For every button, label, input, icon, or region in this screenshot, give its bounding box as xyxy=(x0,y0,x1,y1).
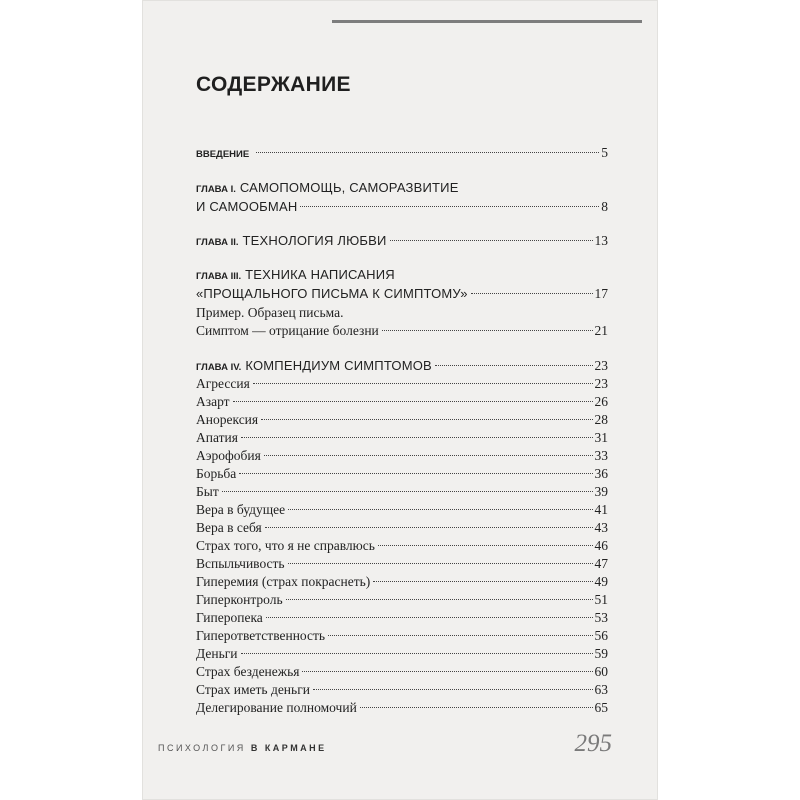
leader-dots xyxy=(266,617,593,618)
leader-dots xyxy=(241,653,593,654)
leader-dots xyxy=(288,509,592,510)
toc-entry-title: Симптом — отрицание болезни xyxy=(196,323,379,338)
leader-dots xyxy=(382,330,593,331)
toc-item-page: 41 xyxy=(594,502,608,517)
toc-chapter-3 xyxy=(196,284,608,304)
leader-dots xyxy=(222,491,593,492)
leader-dots xyxy=(300,206,599,207)
toc-item-page: 47 xyxy=(594,556,608,571)
toc-item xyxy=(196,536,608,556)
leader-dots xyxy=(233,401,593,402)
toc-item xyxy=(196,410,608,430)
toc-item xyxy=(196,608,608,628)
toc-item xyxy=(196,482,608,502)
toc-chapter-2 xyxy=(196,231,608,251)
toc-item-page: 53 xyxy=(594,610,608,625)
leader-dots xyxy=(390,240,593,241)
toc-item xyxy=(196,554,608,574)
toc-item-title: Гиперемия (страх покраснеть) xyxy=(196,574,371,589)
toc-item-title: Борьба xyxy=(196,466,237,481)
toc-entry-page: 17 xyxy=(594,286,608,301)
leader-dots xyxy=(286,599,593,600)
toc-item-page: 39 xyxy=(594,484,608,499)
toc-item-title: Азарт xyxy=(196,394,230,409)
toc-item-title: Агрессия xyxy=(196,376,250,391)
toc-item xyxy=(196,446,608,466)
toc-item-title: Гиперопека xyxy=(196,610,263,625)
series-name: ПСИХОЛОГИЯ xyxy=(158,743,246,753)
leader-dots xyxy=(313,689,593,690)
chapter-title: САМОПОМОЩЬ, САМОРАЗВИТИЕ xyxy=(239,180,459,195)
chapter-title: ТЕХНОЛОГИЯ ЛЮБВИ xyxy=(242,233,387,248)
running-footer xyxy=(158,743,327,753)
toc-item-title: Страх безденежья xyxy=(196,664,300,679)
leader-dots xyxy=(378,545,593,546)
toc-item-title: Страх иметь деньги xyxy=(196,682,310,697)
leader-dots xyxy=(256,152,599,153)
leader-dots xyxy=(360,707,593,708)
toc-chapter-1 xyxy=(196,197,608,217)
toc-entry-intro xyxy=(196,143,608,163)
toc-item-page: 51 xyxy=(594,592,608,607)
leader-dots xyxy=(328,635,592,636)
toc-item-page: 65 xyxy=(594,700,608,715)
toc-item xyxy=(196,572,608,592)
toc-item xyxy=(196,698,608,718)
toc-item-page: 36 xyxy=(594,466,608,481)
toc-item-page: 23 xyxy=(594,376,608,391)
chapter-label: ГЛАВА II. xyxy=(196,237,239,248)
leader-dots xyxy=(373,581,592,582)
chapter-title: ТЕХНИКА НАПИСАНИЯ xyxy=(245,267,395,282)
toc-entry-page: 21 xyxy=(594,323,608,338)
leader-dots xyxy=(435,365,593,366)
top-rule xyxy=(332,20,642,23)
series-name-bold: В КАРМАНЕ xyxy=(250,743,327,753)
chapter-label: ГЛАВА IV. xyxy=(196,362,242,373)
toc-item-title: Анорексия xyxy=(196,412,259,427)
toc-item-title: Гиперконтроль xyxy=(196,592,283,607)
toc-item xyxy=(196,464,608,484)
toc-item-page: 31 xyxy=(594,430,608,445)
toc-item xyxy=(196,680,608,700)
page-number: 295 xyxy=(574,730,612,757)
leader-dots xyxy=(264,455,593,456)
chapter-label: ГЛАВА I. xyxy=(196,184,236,195)
leader-dots xyxy=(253,383,593,384)
toc-item-page: 59 xyxy=(594,646,608,661)
toc-item-title: Быт xyxy=(196,484,219,499)
toc-item-title: Гиперответственность xyxy=(196,628,326,643)
chapter-title-cont: И САМООБМАН xyxy=(196,199,298,214)
leader-dots xyxy=(288,563,593,564)
leader-dots xyxy=(302,671,592,672)
toc-chapter-3-line1 xyxy=(196,265,395,285)
book-page xyxy=(142,0,658,800)
toc-item-page: 49 xyxy=(594,574,608,589)
toc-item-title: Делегирование полномочий xyxy=(196,700,357,715)
toc-item-title: Апатия xyxy=(196,430,238,445)
toc-item xyxy=(196,662,608,682)
toc-item xyxy=(196,374,608,394)
toc-item xyxy=(196,644,608,664)
toc-item-page: 63 xyxy=(594,682,608,697)
toc-item xyxy=(196,590,608,610)
toc-item-title: Страх того, что я не справлюсь xyxy=(196,538,375,553)
toc-item-page: 56 xyxy=(594,628,608,643)
chapter-title: КОМПЕНДИУМ СИМПТОМОВ xyxy=(245,358,432,373)
toc-entry-page: 8 xyxy=(601,199,608,214)
toc-item-title: Вера в будущее xyxy=(196,502,286,517)
toc-item-page: 33 xyxy=(594,448,608,463)
toc-item-page: 46 xyxy=(594,538,608,553)
toc-item xyxy=(196,626,608,646)
toc-item-page: 60 xyxy=(594,664,608,679)
leader-dots xyxy=(239,473,592,474)
leader-dots xyxy=(471,293,593,294)
toc-entry-page: 13 xyxy=(594,233,608,248)
toc-chapter-1-line1 xyxy=(196,178,459,198)
toc-chapter-4 xyxy=(196,356,608,376)
leader-dots xyxy=(265,527,593,528)
toc-item-title: Вспыльчивость xyxy=(196,556,285,571)
toc-sub-entry-example: Пример. Образец письма. xyxy=(196,305,344,320)
toc-entry-page: 23 xyxy=(594,358,608,373)
toc-item-page: 43 xyxy=(594,520,608,535)
leader-dots xyxy=(241,437,593,438)
toc-item xyxy=(196,428,608,448)
chapter-label: ГЛАВА III. xyxy=(196,271,242,282)
toc-sub-entry xyxy=(196,321,608,341)
page-title: СОДЕРЖАНИЕ xyxy=(196,73,351,96)
toc-item-title: Деньги xyxy=(196,646,238,661)
toc-item xyxy=(196,518,608,538)
toc-entry-title: ВВЕДЕНИЕ xyxy=(196,149,250,160)
toc-item-title: Вера в себя xyxy=(196,520,262,535)
toc-item-title: Аэрофобия xyxy=(196,448,261,463)
toc-item xyxy=(196,500,608,520)
chapter-title-cont: «ПРОЩАЛЬНОГО ПИСЬМА К СИМПТОМУ» xyxy=(196,286,468,301)
toc-item xyxy=(196,392,608,412)
toc-item-page: 26 xyxy=(594,394,608,409)
leader-dots xyxy=(261,419,592,420)
toc-item-page: 28 xyxy=(594,412,608,427)
toc-entry-page: 5 xyxy=(601,145,608,160)
